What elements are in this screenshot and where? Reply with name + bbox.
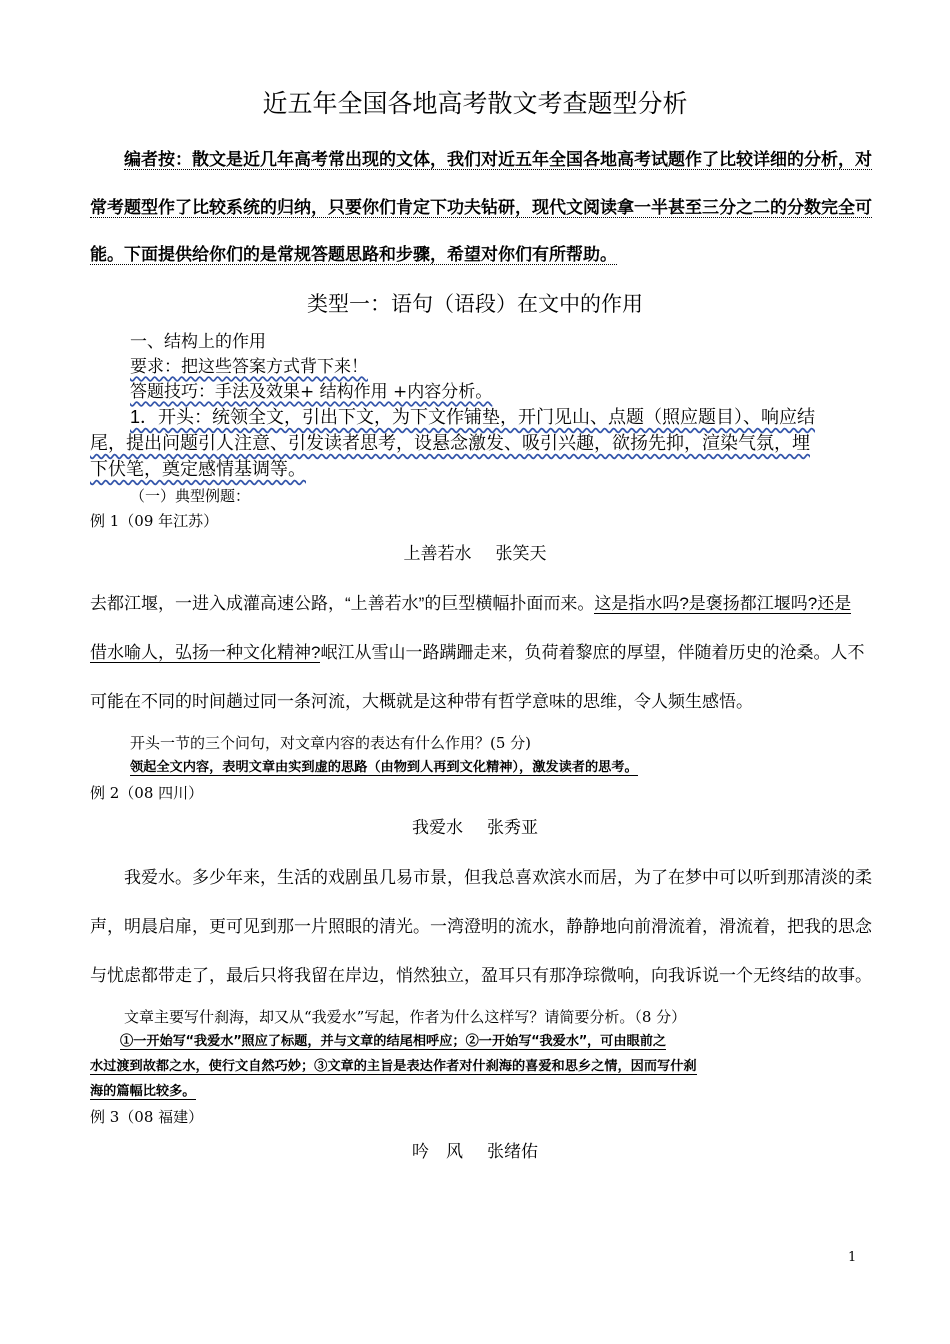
example2-passage-line-2: 声，明晨启扉，更可见到那一片照眼的清光。一湾澄明的流水，静静地向前滑流着，滑流着，把我的思念 xyxy=(90,917,872,936)
point1-line-3: 下伏笔，奠定感情基调等。 xyxy=(90,459,306,479)
page-number: 1 xyxy=(848,1250,857,1265)
example2-answer-line-1: ①一开始写“我爱水”照应了标题，并与文章的结尾相呼应；②一开始写“我爱水”，可由眼前之 xyxy=(120,1034,667,1049)
example3-label: 例 3（08 福建） xyxy=(90,1108,204,1126)
document-title: 近五年全国各地高考散文考查题型分析 xyxy=(262,89,688,118)
example1-answer: 领起全文内容，表明文章由实到虚的思路（由物到人再到文化精神），激发读者的思考。 xyxy=(130,760,638,775)
point1-line-1: 1．开头：统领全文，引出下文，为下文作铺垫，开门见山、点题（照应题目）、响应结 xyxy=(130,407,816,427)
editor-note-line-2: 常考题型作了比较系统的归纳，只要你们肯定下功夫钻研，现代文阅读拿一半甚至三分之二的分数完全可 xyxy=(90,198,872,217)
example3-essay-title: 吟 风 张绪佑 xyxy=(412,1142,538,1161)
examples-heading: （一）典型例题： xyxy=(130,487,251,505)
section-heading: 一、结构上的作用 xyxy=(130,332,266,352)
example2-essay-title: 我爱水 张秀亚 xyxy=(412,818,538,837)
type-title: 类型一：语句（语段）在文中的作用 xyxy=(307,292,643,316)
example1-passage-line-1: 去都江堰，一进入成灌高速公路，“上善若水”的巨型横幅扑面而来。这是指水吗?是褒扬都江堰吗?还是 xyxy=(90,594,852,613)
example1-question: 开头一节的三个问句，对文章内容的表达有什么作用？(5 分) xyxy=(130,734,532,752)
example1-essay-title: 上善若水 张笑天 xyxy=(403,544,547,563)
point1-line-2: 尾，提出问题引人注意、引发读者思考，设悬念激发、吸引兴趣，欲扬先抑，渲染气氛，埋 xyxy=(90,433,810,453)
example2-label: 例 2（08 四川） xyxy=(90,784,204,802)
technique-line: 答题技巧：手法及效果+ 结构作用 +内容分析。 xyxy=(130,382,493,402)
example2-passage-line-1: 我爱水。多少年来，生活的戏剧虽几易市景，但我总喜欢滨水而居，为了在梦中可以听到那清淡的柔 xyxy=(124,868,872,887)
example2-answer-line-3: 海的篇幅比较多。 xyxy=(90,1084,196,1099)
example1-passage-line-3: 可能在不同的时间趟过同一条河流，大概就是这种带有哲学意味的思维，令人频生感悟。 xyxy=(90,692,753,711)
editor-note-line-3: 能。下面提供给你们的是常规答题思路和步骤，希望对你们有所帮助。 xyxy=(90,245,617,264)
example2-answer-line-2: 水过渡到故都之水，使行文自然巧妙；③文章的主旨是表达作者对什刹海的喜爱和思乡之情，因而写什刹 xyxy=(90,1059,697,1074)
example2-passage-line-3: 与忧虑都带走了，最后只将我留在岸边，悄然独立，盈耳只有那净琮微响，向我诉说一个无终结的故事。 xyxy=(90,966,872,985)
example2-question: 文章主要写什刹海，却又从“我爱水”写起，作者为什么这样写？请简要分析。（8 分） xyxy=(124,1008,687,1026)
example1-label: 例 1（09 年江苏） xyxy=(90,512,219,530)
example1-passage-line-2: 借水喻人，弘扬一种文化精神?岷江从雪山一路蹒跚走来，负荷着黎庶的厚望，伴随着历史的沧桑。人不 xyxy=(90,643,865,662)
editor-note-line-1: 编者按：散文是近几年高考常出现的文体，我们对近五年全国各地高考试题作了比较详细的分析，对 xyxy=(124,150,872,169)
requirement-line: 要求：把这些答案方式背下来！ xyxy=(130,357,368,377)
